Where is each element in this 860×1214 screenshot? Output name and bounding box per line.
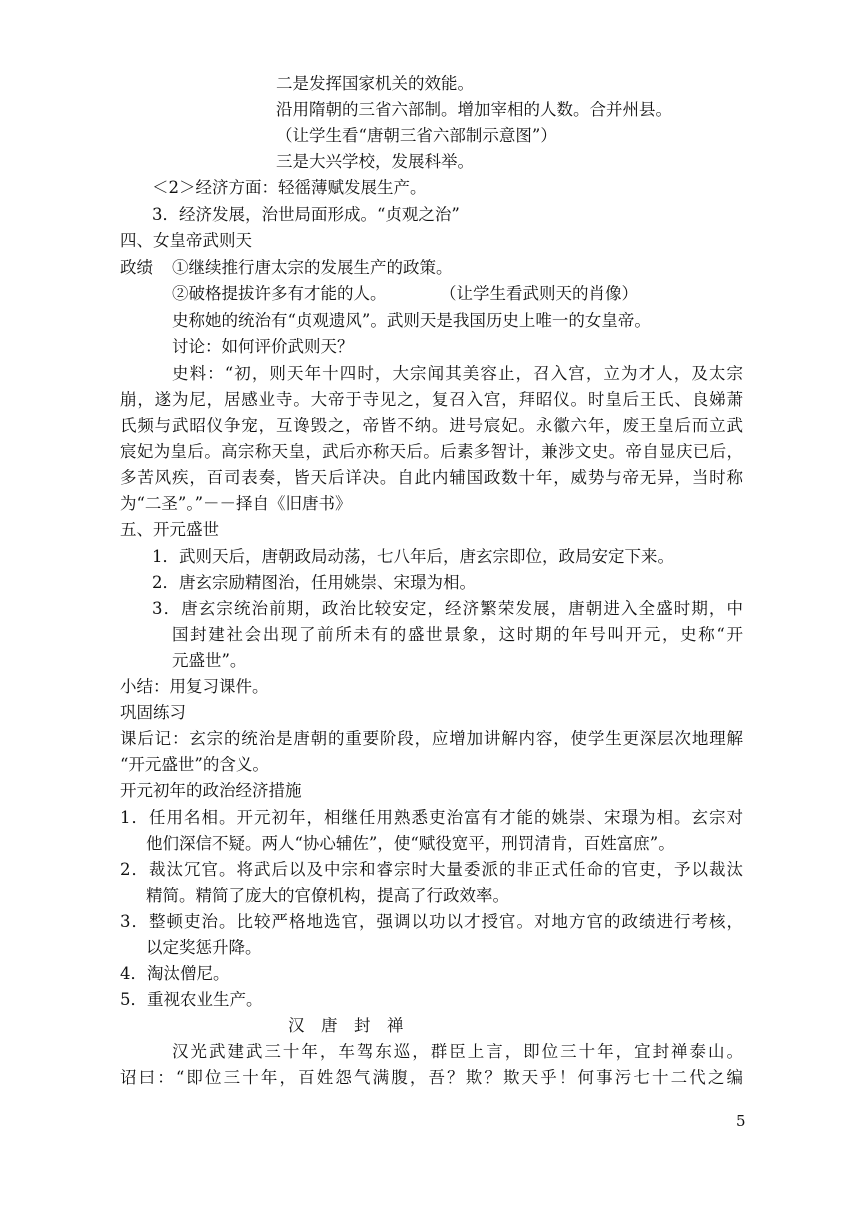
text-line: 史称她的统治有“贞观遗风”。武则天是我国历史上唯一的女皇帝。 xyxy=(172,311,651,330)
text-line: 诏曰：“即位三十年，百姓怨气满腹，吾？欺？欺天乎！何事污七十二代之编 xyxy=(120,1068,743,1087)
text-line: ①继续推行唐太宗的发展生产的政策。 xyxy=(172,258,453,277)
text-line: 国封建社会出现了前所未有的盛世景象，这时期的年号叫开元，史称“开 xyxy=(172,625,743,644)
list-item: 1．武则天后，唐朝政局动荡，七八年后，唐玄宗即位，政局安定下来。 xyxy=(152,547,674,566)
text-line: 崩，遂为尼，居感业寺。大帝于寺见之，复召入宫，拜昭仪。时皇后王氏、良娣萧 xyxy=(120,390,743,409)
list-item: 2．裁汰冗官。将武后以及中宗和睿宗时大量委派的非正式任命的官吏，予以裁汰 xyxy=(120,860,743,879)
text-line: 3．经济发展，治世局面形成。“贞观之治” xyxy=(152,205,460,224)
list-item: 5．重视农业生产。 xyxy=(120,990,263,1009)
text-line: 巩固练习 xyxy=(120,703,186,722)
page-number: 5 xyxy=(736,1112,746,1130)
list-item: 1．任用名相。开元初年，相继任用熟悉吏治富有才能的姚崇、宋璟为相。玄宗对 xyxy=(120,808,743,827)
list-item: 3．整顿吏治。比较严格地选官，强调以功以才授官。对地方官的政绩进行考核， xyxy=(120,912,743,931)
text-line: “开元盛世”的含义。 xyxy=(120,755,269,774)
list-item: 2．唐玄宗励精图治，任用姚崇、宋璟为相。 xyxy=(152,573,476,592)
text-line: 二是发挥国家机关的效能。 xyxy=(276,74,474,93)
list-item: 4．淘汰僧尼。 xyxy=(120,964,230,983)
text-line: 以定奖惩升降。 xyxy=(146,938,262,957)
section-heading: 五、开元盛世 xyxy=(120,520,219,539)
text-line: 为“二圣”。”－－择自《旧唐书》 xyxy=(120,494,352,513)
text-line: 他们深信不疑。两人“协心辅佐”，使“赋役宽平，刑罚清肯，百姓富庶”。 xyxy=(146,834,675,853)
text-line: ＜2＞经济方面：轻徭薄赋发展生产。 xyxy=(152,178,427,197)
text-line: 精简。精简了庞大的官僚机构，提高了行政效率。 xyxy=(146,886,509,905)
section-heading: 开元初年的政治经济措施 xyxy=(120,781,302,800)
text-line: 小结：用复习课件。 xyxy=(120,677,269,696)
text-line: 课后记：玄宗的统治是唐朝的重要阶段，应增加讲解内容，使学生更深层次地理解 xyxy=(120,729,743,748)
text-line: 宸妃为皇后。高宗称天皇，武后亦称天后。后素多智计，兼涉文史。帝自显庆已后， xyxy=(120,442,743,461)
text-line: 讨论：如何评价武则天？ xyxy=(172,337,354,356)
text-line: 元盛世”。 xyxy=(172,651,247,670)
section-heading: 四、女皇帝武则天 xyxy=(120,231,252,250)
text-line: 三是大兴学校，发展科举。 xyxy=(276,152,474,171)
text-line: （让学生看武则天的肖像） xyxy=(440,284,638,303)
text-line: 沿用隋朝的三省六部制。增加宰相的人数。合并州县。 xyxy=(276,100,672,119)
text-label: 政绩 xyxy=(120,258,153,277)
text-line: 氏频与武昭仪争宠，互谗毁之，帝皆不纳。进号宸妃。永徽六年，废王皇后而立武 xyxy=(120,416,743,435)
text-line: （让学生看“唐朝三省六部制示意图”） xyxy=(276,126,557,145)
section-title: 汉 唐 封 禅 xyxy=(288,1016,404,1035)
text-line: ②破格提拔许多有才能的人。 xyxy=(172,284,387,303)
list-item: 3．唐玄宗统治前期，政治比较安定，经济繁荣发展，唐朝进入全盛时期，中 xyxy=(152,599,743,618)
text-line: 史料：“初，则天年十四时，大宗闻其美容止，召入宫，立为才人，及太宗 xyxy=(172,364,743,383)
text-line: 多苦风疾，百司表奏，皆天后详决。自此内辅国政数十年，威势与帝无异，当时称 xyxy=(120,468,743,487)
text-line: 汉光武建武三十年，车驾东巡，群臣上言，即位三十年，宜封禅泰山。 xyxy=(172,1042,743,1061)
